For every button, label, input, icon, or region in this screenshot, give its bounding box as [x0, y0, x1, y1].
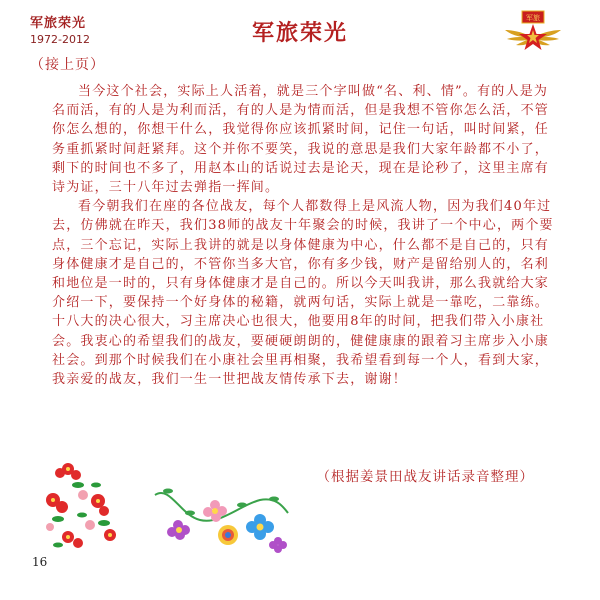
flower-cluster-icon [38, 455, 128, 555]
page-title: 军旅荣光 [251, 21, 348, 46]
brand-text: 军旅荣光 [30, 16, 87, 31]
brand-years: 1972-2012 [30, 33, 90, 46]
article-body [52, 82, 562, 389]
page-number: 16 [32, 555, 48, 569]
flower-garland-icon [150, 475, 290, 555]
emblem-label: 军旅 [526, 14, 540, 22]
paragraph-1: 当今这个社会，实际上人活着，就是三个字叫做“名、利、情”。有的人是为名而活，有的人是为利而活，有的人是为情而活，但是我想不管你怎么活，不管你怎么想的，你想干什么，我觉得你应该抓紧时间，记住一句话，叫时间紧，任务重抓紧时间赶紧拜。这个并你不要笑，我说的意思是我们大家年龄都不小了，剩下的时间也不多了，用赵本山的话说过去是论天，现在是论秒了，这里主席有诗为证，三十八年过去弹指一挥间。 [52, 84, 550, 196]
military-wings-emblem-icon [504, 8, 562, 54]
continued-label: （接上页） [30, 57, 105, 73]
paragraph-2: 看今朝我们在座的各位战友，每个人都数得上是风流人物，因为我们40年过去，仿佛就在昨天，我们38师的战友十年聚会的时候，我讲了一个中心，两个要点，三个忘记，实际上我讲的就是以身体健康为中心，什么都不是自己的，只有身体健康才是自己的，不管你当多大官，你有多少钱，财产是留给别人的，名利和地位是一时的，只有身体健康才是自己的。所以今天叫我讲，那么我就给大家介绍一下，要保持一个好身体的秘籍，就两句话，实际上就是一靠吃，二靠练。十八大的决心很大，习主席决心也很大，他要用8年的时间，把我们带入小康社会。我衷心的希望我们的战友，要硬硬朗朗的，健健康康的跟着习主席步入小康社会。到那个时候我们在小康社会里再相聚，我希望看到每一个人，看到大家，我亲爱的战友，我们一生一世把战友情传承下去，谢谢！ [52, 199, 554, 388]
signoff-note: （根据姜景田战友讲话录音整理） [316, 469, 534, 485]
